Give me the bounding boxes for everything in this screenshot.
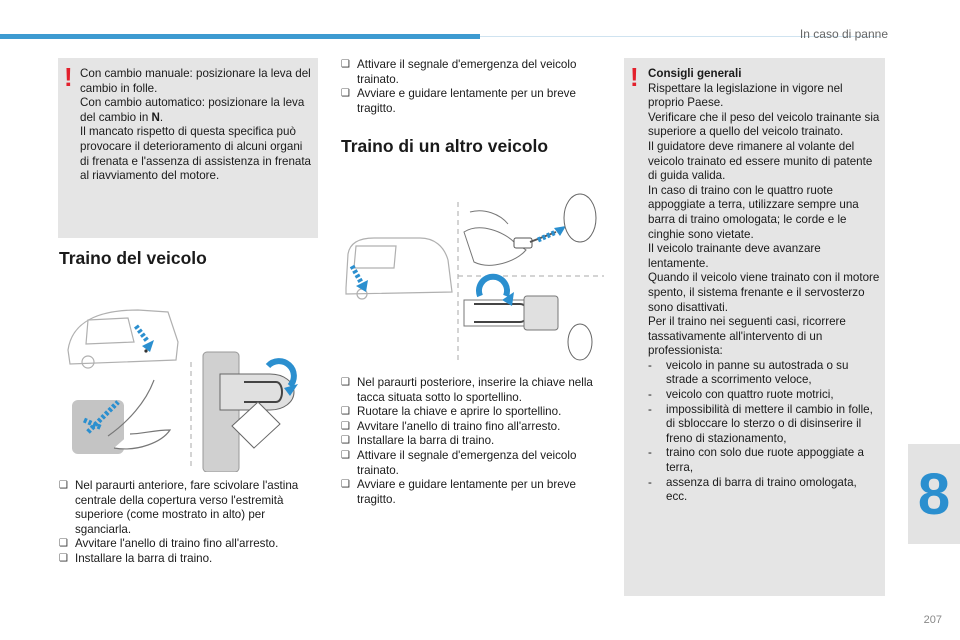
advice-paragraph: Il guidatore deve rimanere al volante del veicolo trainato ed essere munito di patente di guida valida. [648,139,873,183]
general-advice-title: Consigli generali [648,67,742,80]
automatic-gearbox-line: Con cambio automatico: posizionare la leva del cambio in N. [80,96,305,124]
rear-step-2: ❑ Ruotare la chiave e aprire lo sportellino. [341,405,562,419]
checkbox-icon: ❑ [59,552,68,564]
advice-paragraph: In caso di traino con le quattro ruote appoggiate a terra, utilizzare sempre una barra di traino omologata; le corde e le cinghie sono vietate. [648,183,859,241]
section-title: In caso di panne [799,27,888,41]
towing-other-title: Traino di un altro veicolo [341,136,549,156]
towed-step-2: ❑ Avviare e guidare lentamente per un breve tragitto. [341,87,576,115]
checkbox-icon: ❑ [341,435,350,447]
general-advice-text [648,67,880,505]
advice-paragraph: Verificare che il peso del veicolo trainante sia superiore a quello del veicolo trainato. [648,110,880,139]
towed-vehicle-steps [341,58,601,116]
neutral-letter: N [151,110,160,124]
chapter-tab: 8 [908,444,960,544]
rear-step-6: ❑ Avviare e guidare lentamente per un breve tragitto. [341,478,576,506]
advice-paragraph: Quando il veicolo viene trainato con il motore spento, il sistema frenante e il servosterzo sono disattivati. [648,271,880,314]
rear-towing-steps [341,376,601,507]
checkbox-icon: ❑ [59,538,68,550]
checkbox-icon: ❑ [341,479,350,491]
rear-towing-illustration [340,192,606,364]
front-step-3: ❑ Installare la barra di traino. [59,551,213,565]
case-item: - traino con solo due ruote appoggiate a terra, [648,446,864,475]
checkbox-icon: ❑ [341,420,350,432]
towing-vehicle-title: Traino del veicolo [59,248,207,268]
advice-paragraph: Per il traino nei seguenti casi, ricorrere tassativamente all'intervento di un professionista: [648,315,846,358]
gearbox-warning-text [80,67,312,184]
manual-gearbox-line: Con cambio manuale: posizionare la leva del cambio in folle. [80,67,311,95]
checkbox-icon: ❑ [341,88,350,100]
rear-step-1: ❑ Nel paraurti posteriore, inserire la chiave nella tacca situata sotto lo sportellino. [341,376,593,404]
rear-step-5: ❑ Attivare il segnale d'emergenza del veicolo trainato. [341,448,577,477]
front-towing-illustration [58,302,318,472]
checkbox-icon: ❑ [341,406,350,418]
front-step-2: ❑ Avvitare l'anello di traino fino all'arresto. [59,537,279,551]
case-item: - impossibilità di mettere il cambio in folle, di sbloccare lo sterzo o di disinserire il freno di stazionamento, [648,402,873,445]
front-towing-steps [59,479,319,567]
rear-step-4: ❑ Installare la barra di traino. [341,434,495,448]
case-item: - veicolo in panne su autostrada o su strade a scorrimento veloce, [648,358,849,387]
checkbox-icon: ❑ [59,480,68,491]
header-accent-bar [0,34,480,39]
towed-step-1: ❑ Attivare il segnale d'emergenza del veicolo trainato. [341,58,577,86]
checkbox-icon: ❑ [341,59,350,70]
warning-consequence-line: Il mancato rispetto di questa specifica può provocare il deterioramento di alcuni organi di frenata e l'assenza di assistenza in frenata al riavviamento del motore. [80,125,312,183]
front-step-1: ❑ Nel paraurti anteriore, fare scivolare l'astina centrale della copertura verso l'estremità superiore (come mostrato in alto) per sganciarla. [59,479,299,536]
rear-step-3: ❑ Avvitare l'anello di traino fino all'arresto. [341,419,561,433]
checkbox-icon: ❑ [341,449,350,461]
checkbox-icon: ❑ [341,377,350,388]
case-item: - assenza di barra di traino omologata, ecc. [648,475,857,504]
page-number: 207 [923,614,942,626]
warning-icon: ! [630,62,639,92]
professional-cases-list [648,359,880,505]
advice-paragraph: Rispettare la legislazione in vigore nel proprio Paese. [648,81,843,110]
case-item: - veicolo con quattro ruote motrici, [648,388,834,402]
advice-paragraph: Il veicolo trainante deve avanzare lentamente. [648,242,821,270]
warning-icon: ! [64,62,73,92]
